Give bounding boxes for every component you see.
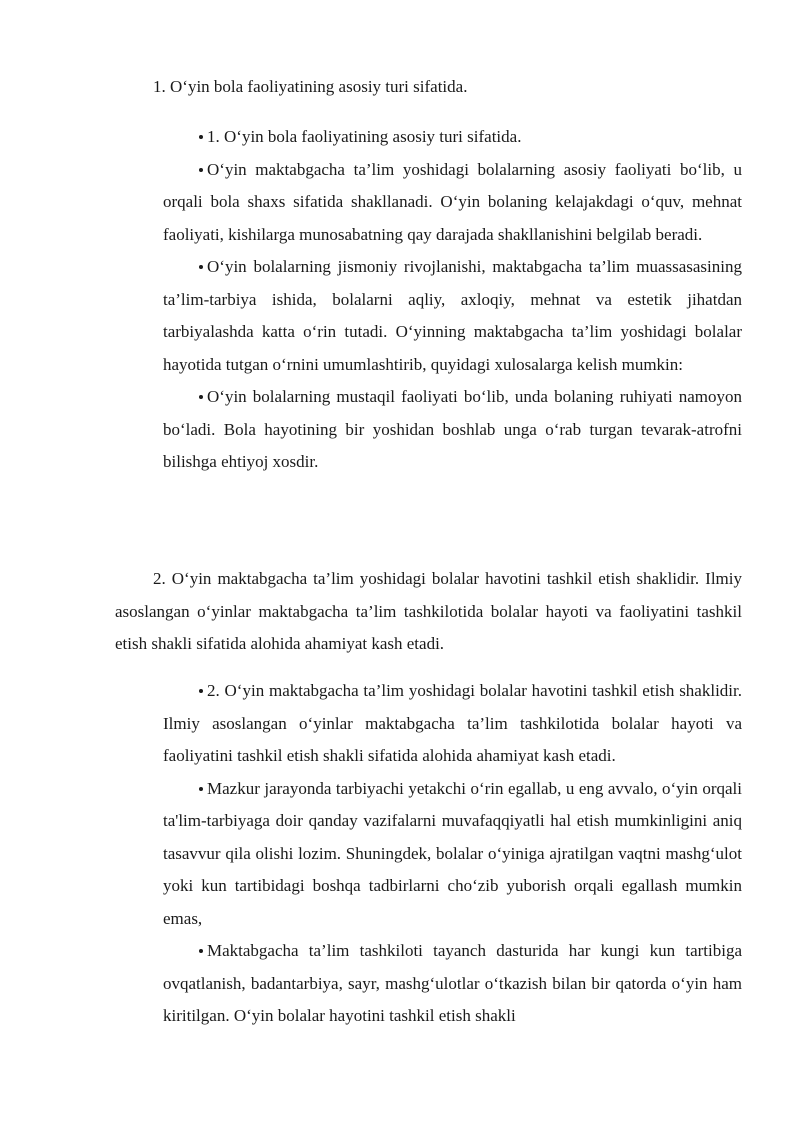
list-item-text: 2. O‘yin maktabgacha ta’lim yoshidagi bolalar havotini tashkil etish shaklidir. Ilmiy asoslangan o‘yinlar maktabgacha ta’lim tashkilotida bolalar hayoti va faoliyatini tashkil etish shakli sifatida alohida ahamiyat kash etadi. bbox=[163, 681, 742, 765]
bullet-dot-icon bbox=[199, 168, 203, 172]
section-heading: 1. O‘yin bola faoliyatining asosiy turi sifatida. bbox=[153, 77, 468, 96]
list-item bbox=[163, 773, 742, 936]
bullet-list-2 bbox=[163, 675, 742, 1033]
list-item bbox=[163, 154, 742, 252]
list-item-text: O‘yin maktabgacha ta’lim yoshidagi bolalarning asosiy faoliyati bo‘lib, u orqali bola shaxs sifatida shakllanadi. O‘yin bolaning kelajakdagi o‘quv, mehnat faoliyati, kishilarga munosabatning qay darajada shakllanishini belgilab beradi. bbox=[163, 159, 742, 244]
list-item bbox=[163, 381, 742, 479]
list-item bbox=[163, 675, 742, 773]
list-item bbox=[163, 251, 742, 381]
list-item-text: 1. O‘yin bola faoliyatining asosiy turi sifatida. bbox=[207, 127, 522, 146]
list-item bbox=[163, 121, 742, 154]
body-paragraph: 2. O‘yin maktabgacha ta’lim yoshidagi bolalar havotini tashkil etish shaklidir. Ilmiy asoslangan o‘yinlar maktabgacha ta’lim tashkilotida bolalar hayoti va faoliyatini tashkil etish shakli sifatida alohida ahamiyat kash etadi. bbox=[115, 569, 742, 653]
bullet-list-1 bbox=[163, 121, 742, 479]
list-item bbox=[163, 935, 742, 1033]
list-item-text: Maktabgacha ta’lim tashkiloti tayanch dasturida har kungi kun tartibiga ovqatlanish, badantarbiya, sayr, mashg‘ulotlar o‘tkazish bilan bir qatorda o‘yin ham kiritilgan. O‘yin bolalar hayotini tashkil etish shakli bbox=[163, 941, 742, 1025]
bullet-dot-icon bbox=[199, 135, 203, 139]
list-item-text: O‘yin bolalarning jismoniy rivojlanishi, maktabgacha ta’lim muassasasining ta’lim-tarbiya ishida, bolalarni aqliy, axloqiy, mehnat va estetik jihatdan tarbiyalashda katta o‘rin tutadi. O‘yinning maktabgacha ta’lim yoshidagi bolalar hayotida tutgan o‘rnini umumlashtirib, quyidagi xulosalarga kelish mumkin: bbox=[163, 257, 742, 374]
bullet-dot-icon bbox=[199, 265, 203, 269]
bullet-dot-icon bbox=[199, 787, 203, 791]
list-item-text: Mazkur jarayonda tarbiyachi yetakchi o‘rin egallab, u eng avvalo, o‘yin orqali ta'lim-tarbiyaga doir qanday vazifalarni muvafaqqiyatli hal etish mumkinligini aniq tasavvur qila olishi lozim. Shuningdek, bolalar o‘yiniga ajratilgan vaqtni mashg‘ulot yoki kun tartibidagi boshqa tadbirlarni cho‘zib yuborish orqali egallash mumkin emas, bbox=[163, 778, 742, 928]
bullet-dot-icon bbox=[199, 689, 203, 693]
list-item-text: O‘yin bolalarning mustaqil faoliyati bo‘lib, unda bolaning ruhiyati namoyon bo‘ladi. Bola hayotining bir yoshidan boshlab unga o‘rab turgan tevarak-atrofni bilishga ehtiyoj xosdir. bbox=[163, 387, 742, 471]
bullet-dot-icon bbox=[199, 395, 203, 399]
bullet-dot-icon bbox=[199, 949, 203, 953]
